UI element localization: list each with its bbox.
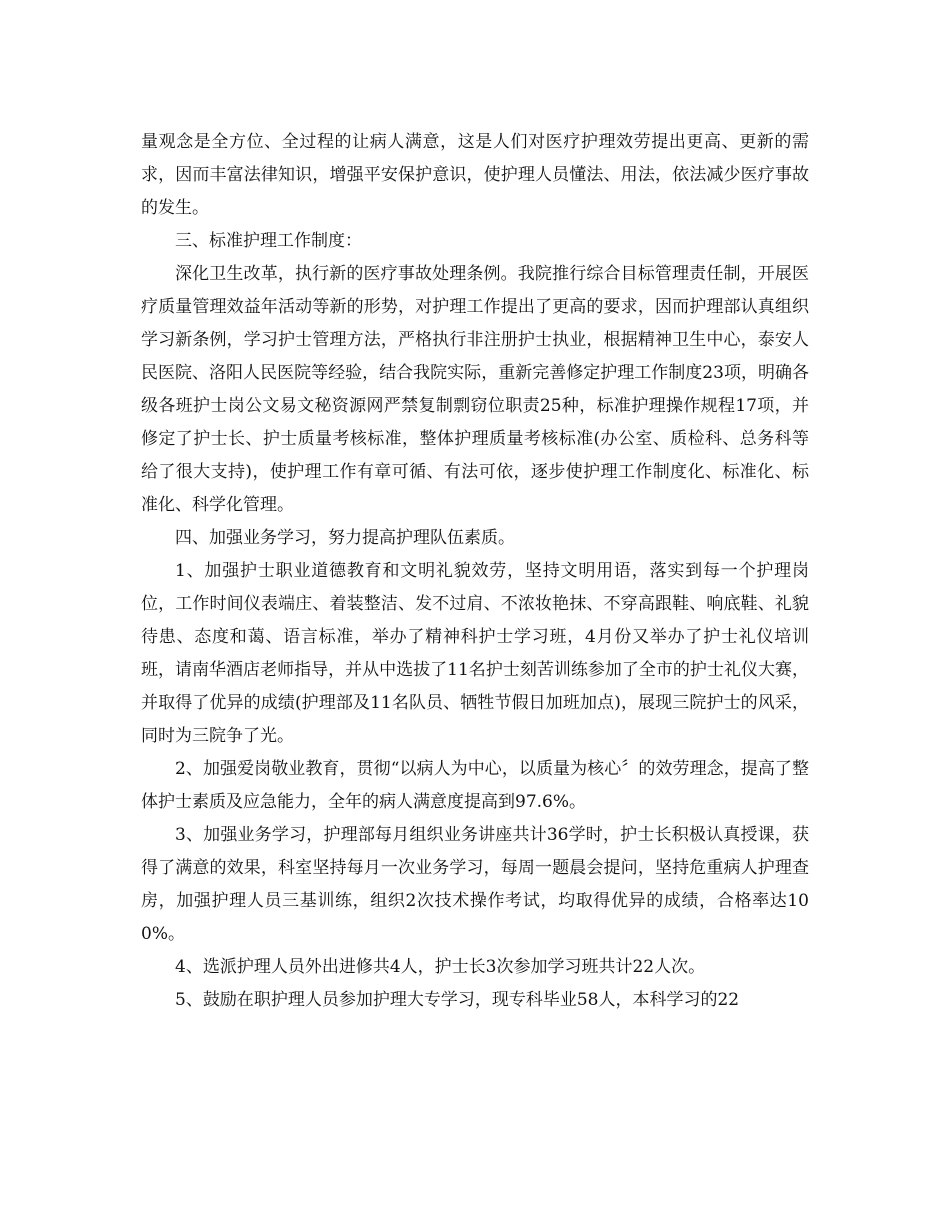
section-heading-3: 三、标准护理工作制度： (175, 231, 362, 251)
paragraph-regulations: 深化卫生改革，执行新的医疗事故处理条例。我院推行综合目标管理责任制，开展医疗质量管理效益年活动等新的形势，对护理工作提出了更高的要求，因而护理部认真组织学习新条例，学习护士管理方法，严格执行非注册护士执业，根据精神卫生中心，泰安人民医院、洛阳人民医院等经验，结合我院实际，重新完善修定护理工作制度23项，明确各级各班护士岗公文易文秘资源网严禁复制剽窃位职责25种，标准护理操作规程17项，并修定了护士长、护士质量考核标准，整体护理质量考核标准(办公室、质检科、总务科等给了很大支持)，使护理工作有章可循、有法可依，逐步使护理工作制度化、标准化、标准化、科学化管理。 (141, 264, 809, 515)
paragraph-continuation: 量观念是全方位、全过程的让病人满意，这是人们对医疗护理效劳提出更高、更新的需求，因而丰富法律知识，增强平安保护意识，使护理人员懂法、用法，依法减少医疗事故的发生。 (141, 132, 809, 218)
list-item-5: 5、鼓励在职护理人员参加护理大专学习，现专科毕业58人，本科学习的22 (175, 990, 740, 1010)
list-item-1: 1、加强护士职业道德教育和文明礼貌效劳，坚持文明用语，落实到每一个护理岗位，工作时间仪表端庄、着装整洁、发不过肩、不浓妆艳抹、不穿高跟鞋、响底鞋、礼貌待患、态度和蔼、语言标准，举办了精神科护士学习班，4月份又举办了护士礼仪培训班，请南华酒店老师指导，并从中选拔了11名护士刻苦训练参加了全市的护士礼仪大赛，并取得了优异的成绩(护理部及11名队员、牺牲节假日加班加点)，展现三院护士的风采，同时为三院争了光。 (141, 561, 809, 746)
list-item-4: 4、选派护理人员外出进修共4人，护士长3次参加学习班共计22人次。 (175, 957, 706, 977)
section-heading-4: 四、加强业务学习，努力提高护理队伍素质。 (175, 528, 515, 548)
list-item-2: 2、加强爱岗敬业教育，贯彻“以病人为中心，以质量为核心〞的效劳理念，提高了整体护士素质及应急能力，全年的病人满意度提高到97.6%。 (141, 759, 809, 812)
list-item-3: 3、加强业务学习，护理部每月组织业务讲座共计36学时，护士长积极认真授课，获得了满意的效果，科室坚持每月一次业务学习，每周一题晨会提问，坚持危重病人护理查房，加强护理人员三基训练，组织2次技术操作考试，均取得优异的成绩，合格率达100%。 (141, 825, 809, 944)
document-body (141, 126, 809, 1017)
